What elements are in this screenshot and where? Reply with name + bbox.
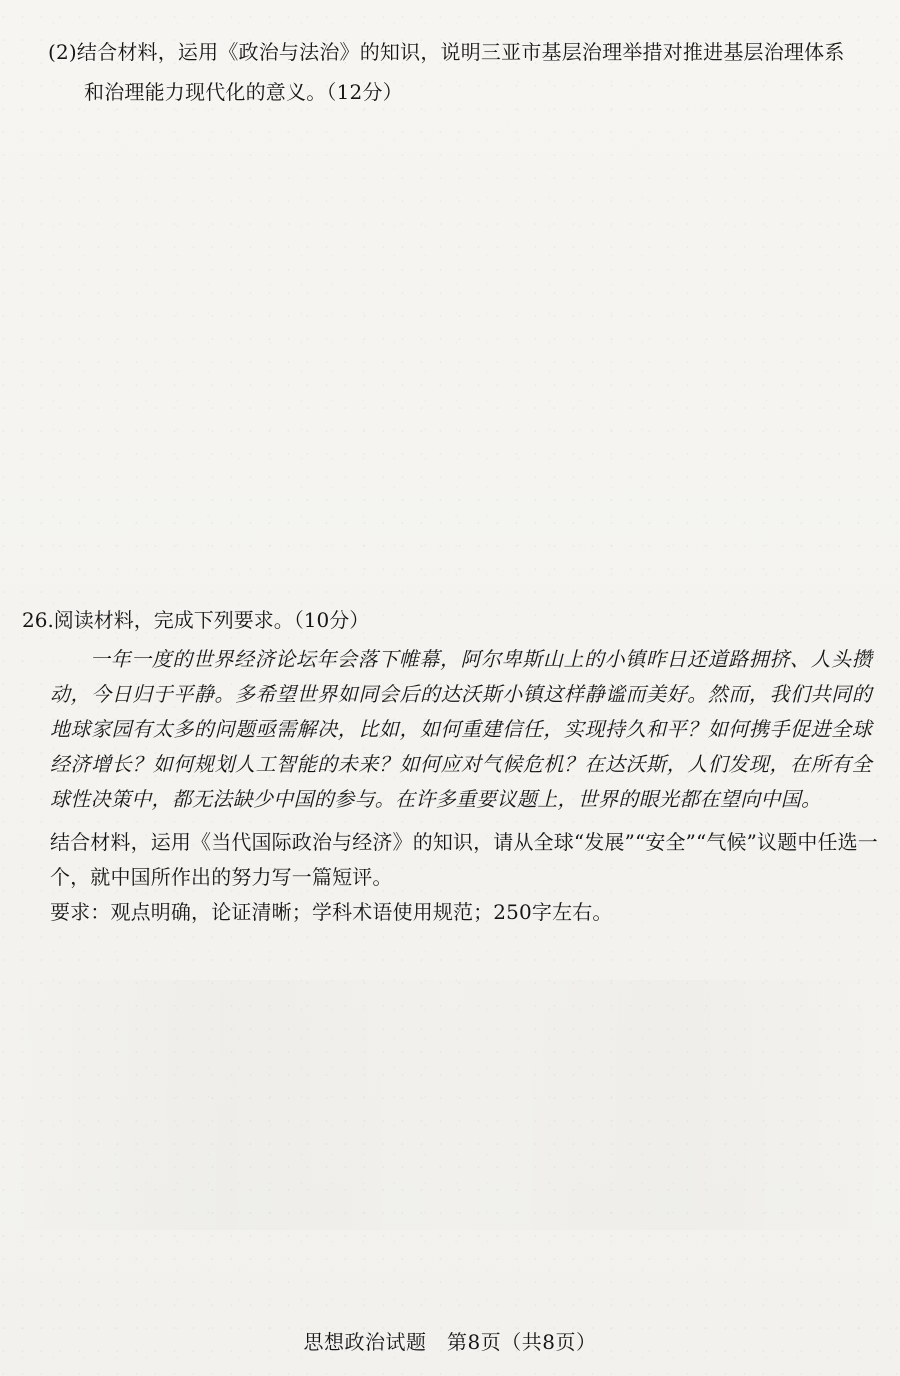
scan-noise-band [0,980,900,1230]
question-26-title: 26.阅读材料，完成下列要求。（10分） [22,608,370,632]
page-footer: 思想政治试题 第8页（共8页） [303,1330,597,1354]
question-26-task: 结合材料，运用《当代国际政治与经济》的知识，请从全球“发展”“安全”“气候”议题中任选一个，就中国所作出的努力写一篇短评。 [50,830,878,889]
question-2-section [48,32,878,112]
question-2-line-2: 和治理能力现代化的意义。（12分） [84,80,403,104]
question-26-section [22,604,878,930]
question-2-line-1: (2)结合材料，运用《政治与法治》的知识，说明三亚市基层治理举措对推进基层治理体系 [48,40,845,64]
question-26-material: 一年一度的世界经济论坛年会落下帷幕，阿尔卑斯山上的小镇昨日还道路拥挤、人头攒动，今日归于平静。多希望世界如同会后的达沃斯小镇这样静谧而美好。然而，我们共同的地球家园有太多的问题亟需解决，比如，如何重建信任，实现持久和平？如何携手促进全球经济增长？如何规划人工智能的未来？如何应对气候危机？在达沃斯，人们发现，在所有全球性决策中，都无法缺少中国的参与。在许多重要议题上，世界的眼光都在望向中国。 [50,647,872,811]
question-26-requirement: 要求：观点明确，论证清晰；学科术语使用规范；250字左右。 [50,900,613,924]
